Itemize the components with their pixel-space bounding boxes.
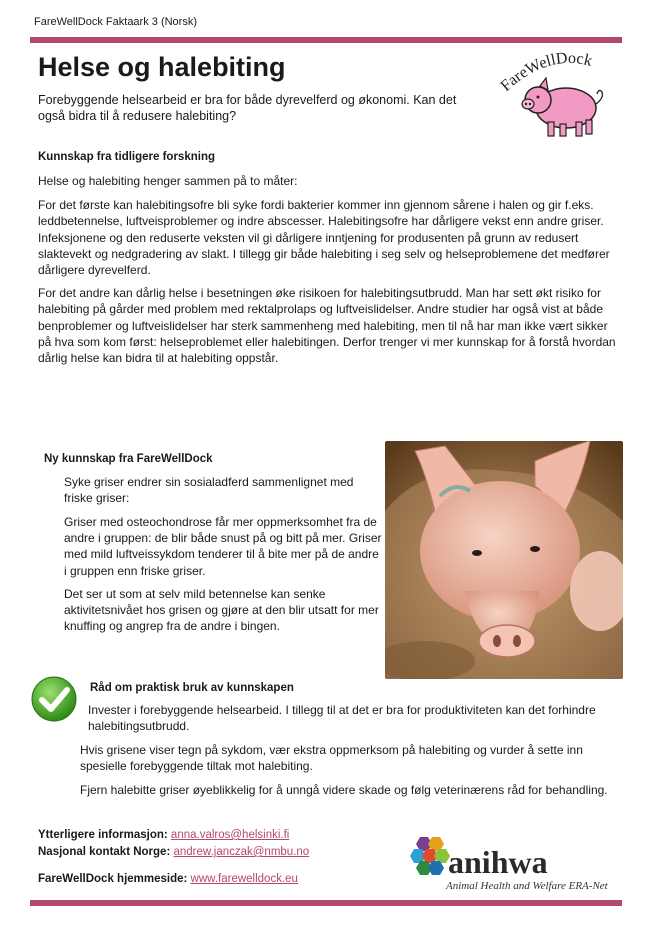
research-heading: Kunnskap fra tidligere forskning — [38, 151, 215, 163]
anihwa-tagline: Animal Health and Welfare ERA-Net — [446, 880, 608, 892]
checkmark-icon — [30, 675, 78, 723]
new-knowledge-heading: Ny kunnskap fra FareWellDock — [44, 453, 213, 465]
advice-item: Invester i forebyggende helsearbeid. I tillegg til at det er bra for produktiviteten kan det forhindre halebitingsutbrudd. — [88, 703, 596, 734]
national-contact-email-link[interactable]: andrew.janczak@nmbu.no — [173, 846, 310, 858]
homepage-line — [38, 873, 298, 885]
new-knowledge-item: Det ser ut som at selv mild betennelse kan senke aktivitetsnivået hos grisen og gjøre at den blir utsatt for mer knuffing og angrep fra de andre i bingen. — [64, 587, 379, 634]
research-paragraph-2: For det første kan halebitingsofre bli syke fordi bakterier kommer inn gjennom sårene i halen og gir f.eks. leddbetennelse, luftveisproblemer og indre abscesser. Halebitingsofre har dårligere vekst enn andre griser. Infeksjonene og den reduserte veksten vil gi dårligere inntjening for produsenten på grunn av redusert slaktevekt og nedgradering av slakt. I tillegg gir både halebiting i seg selv og helseproblemene det medfører dårligere dyrevelferd. — [38, 198, 610, 278]
homepage-link[interactable]: www.farewelldock.eu — [190, 873, 298, 885]
anihwa-name: anihwa — [448, 844, 548, 880]
national-contact-line — [38, 846, 309, 858]
contact-info-label: Ytterligere informasjon: — [38, 829, 168, 841]
advice-heading: Råd om praktisk bruk av kunnskapen — [90, 682, 294, 694]
advice-item: Fjern halebitte griser øyeblikkelig for å unngå videre skade og følg veterinærens råd for behandling. — [80, 783, 608, 797]
lead-paragraph: Forebyggende helsearbeid er bra for både dyrevelferd og økonomi. Kan det også bidra til å redusere halebiting? — [38, 93, 457, 123]
fact-sheet-label: FareWellDock Faktaark 3 (Norsk) — [34, 16, 197, 28]
research-paragraph-3: For det andre kan dårlig helse i besetningen øke risikoen for halebitingsutbrudd. Man har sett økt risiko for halebiting på gårder med problem med rektalprolaps og luftveislidelser. Andre studier har også vist at både benproblemer og luftveislidelser har sterk sammenheng med halebiting, men til nå har man ikke vært sikker på hva som kom først: helseproblemet eller halebitingen. Derfor trenger vi mer kunnskap for å forstå hvordan dårlig helse kan bidra til at halebiting oppstår. — [38, 286, 616, 366]
logo-text: FareWellDock — [498, 49, 594, 95]
contact-info-line — [38, 829, 289, 841]
anihwa-logo — [408, 833, 620, 895]
contact-info-email-link[interactable]: anna.valros@helsinki.fi — [170, 829, 290, 841]
new-knowledge-item: Syke griser endrer sin sosialadferd sammenlignet med friske griser: — [64, 475, 354, 506]
top-divider — [30, 37, 622, 43]
page-title: Helse og halebiting — [38, 52, 286, 82]
advice-item: Hvis grisene viser tegn på sykdom, vær ekstra oppmerksom på halebiting og vurder å sette inn spesielle forebyggende tiltak mot halebiting. — [80, 743, 583, 774]
pig-photo — [385, 441, 623, 679]
research-paragraph-1: Helse og halebiting henger sammen på to måter: — [38, 174, 298, 188]
homepage-label: FareWellDock hjemmeside: — [38, 873, 188, 885]
hexagon-cluster-icon — [410, 837, 450, 875]
new-knowledge-item: Griser med osteochondrose får mer oppmerksomhet fra de andre i gruppen: de blir både snust på og bitt på mer. Griser med mild luftveissykdom tenderer til å bite mer på de andre i gruppen enn friske griser. — [64, 515, 382, 578]
bottom-divider — [30, 900, 622, 906]
national-contact-label: Nasjonal kontakt Norge: — [38, 846, 171, 858]
farewelldock-logo — [498, 48, 622, 140]
